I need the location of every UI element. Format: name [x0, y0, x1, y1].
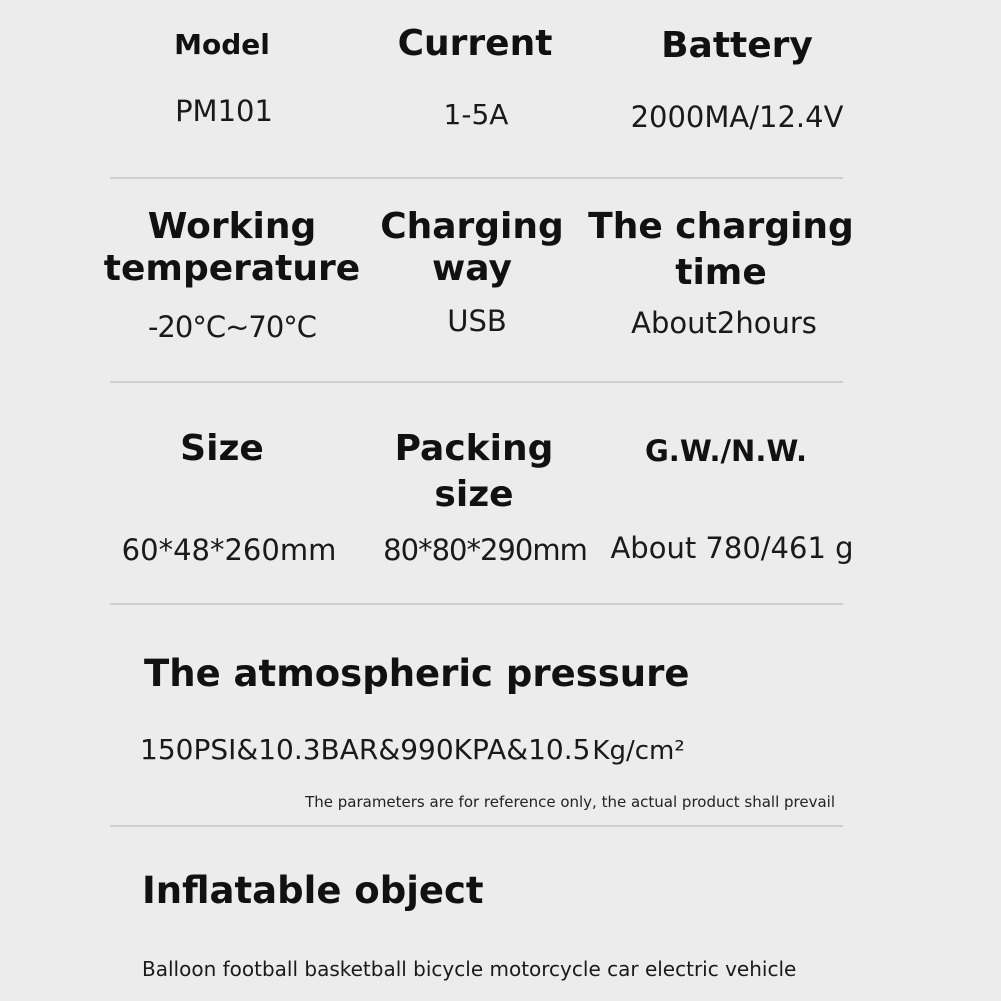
charging-time-label	[588, 205, 854, 295]
packing-size-label	[395, 427, 554, 517]
current-label: Current	[397, 23, 553, 64]
model-label: Model	[174, 28, 270, 61]
working-temperature-label-line2: temperature	[103, 247, 361, 289]
inflatable-title: Inflatable object	[142, 869, 484, 912]
reference-note: The parameters are for reference only, the actual product shall prevail	[305, 793, 835, 811]
charging-time-label-line2: time	[675, 251, 767, 293]
working-temperature-label	[104, 205, 360, 291]
charging-way-value: USB	[447, 304, 507, 338]
charging-time-value: About2hours	[631, 306, 817, 340]
current-value: 1-5A	[443, 98, 509, 131]
weight-label: G.W./N.W.	[645, 434, 807, 468]
battery-value: 2000MA/12.4V	[630, 100, 844, 134]
charging-time-label-line1: The charging	[588, 206, 854, 247]
size-value: 60*48*260mm	[121, 533, 337, 567]
pressure-value-unit: Kg/cm²	[592, 736, 685, 766]
packing-size-label-line1: Packing	[394, 428, 554, 469]
packing-size-value: 80*80*290mm	[383, 533, 587, 567]
battery-label: Battery	[661, 25, 813, 66]
model-value: PM101	[175, 94, 273, 128]
weight-value: About 780/461 g	[610, 531, 854, 565]
charging-way-label-line2: way	[432, 247, 512, 289]
divider-3	[110, 603, 843, 605]
packing-size-label-line2: size	[434, 473, 514, 515]
charging-way-label-line1: Charging	[380, 206, 564, 247]
inflatable-items: Balloon football basketball bicycle motorcycle car electric vehicle	[142, 957, 797, 981]
working-temperature-label-line1: Working	[147, 206, 317, 247]
pressure-value	[140, 733, 685, 766]
divider-2	[110, 381, 843, 383]
charging-way-label	[380, 205, 564, 291]
pressure-title: The atmospheric pressure	[144, 652, 690, 695]
working-temperature-value: -20°C~70°C	[147, 310, 317, 344]
divider-4	[110, 825, 843, 827]
size-label: Size	[180, 428, 264, 469]
divider-1	[110, 177, 843, 179]
pressure-value-main: 150PSI&10.3BAR&990KPA&10.5	[140, 733, 591, 766]
